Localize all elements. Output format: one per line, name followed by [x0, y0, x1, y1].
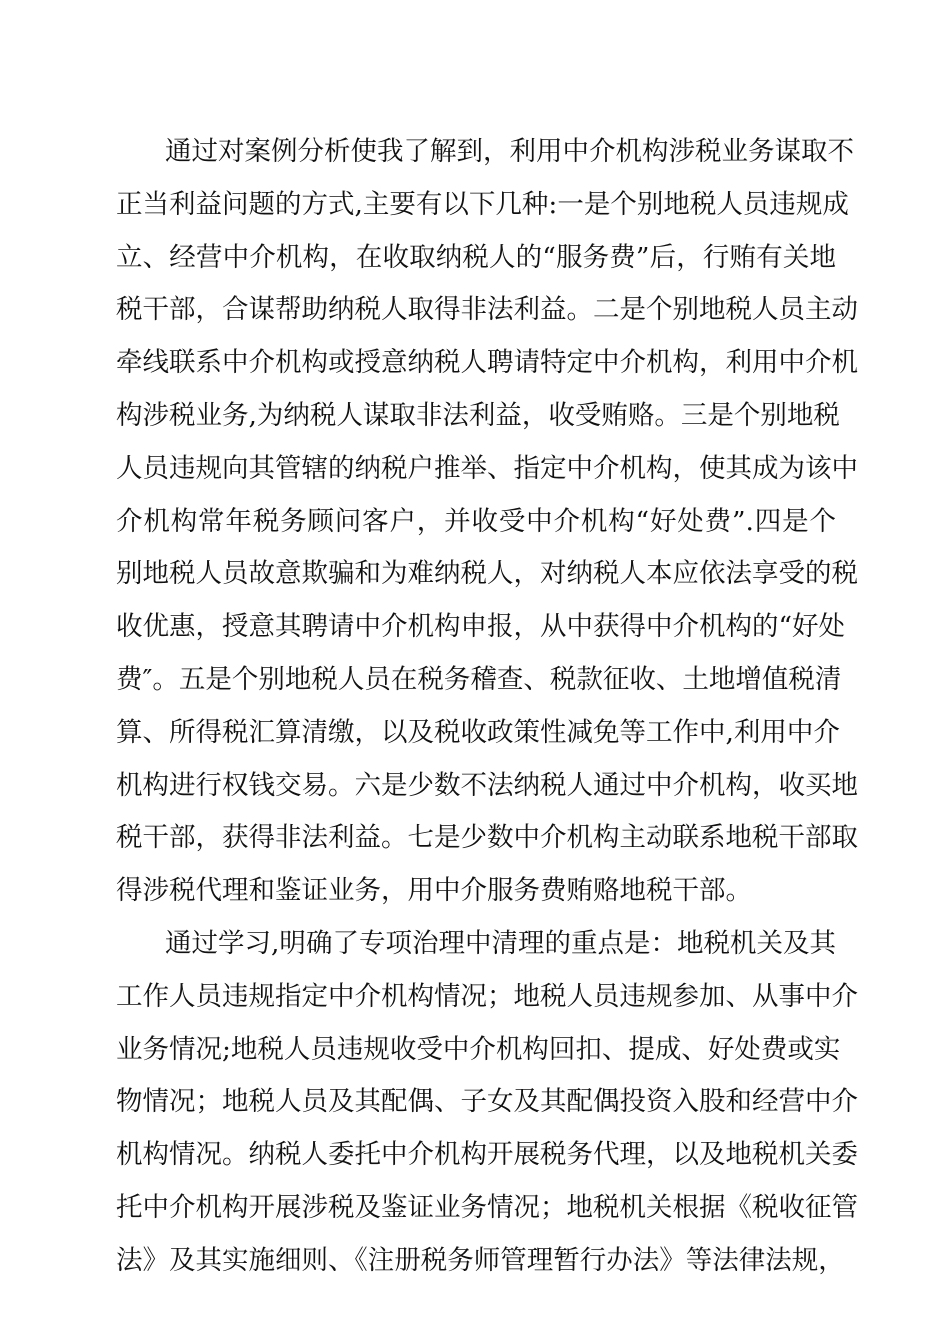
paragraph-line: 得涉税代理和鉴证业务，用中介服务费贿赂地税干部。 — [116, 875, 752, 907]
paragraph-line: 机构进行权钱交易。六是少数不法纳税人通过中介机构，收买地 — [116, 769, 858, 801]
paragraph-line: 通过对案例分析使我了解到，利用中介机构涉税业务谋取不 — [165, 136, 854, 167]
paragraph-line: 通过学习,明确了专项治理中清理的重点是：地税机关及其 — [165, 927, 836, 959]
paragraph-line: 费″。五是个别地税人员在税务稽查、税款征收、土地增值税清 — [116, 663, 842, 695]
paragraph-line: 人员违规向其管辖的纳税户推举、指定中介机构，使其成为该中 — [116, 452, 858, 484]
paragraph-line: 法》及其实施细则、《注册税务师管理暂行办法》等法律法规， — [116, 1244, 845, 1276]
paragraph-line: 构涉税业务,为纳税人谋取非法利益，收受贿赂。三是个别地税 — [116, 399, 840, 431]
paragraph-line: 介机构常年税务顾问客户，并收受中介机构“好处费”.四是个 — [116, 505, 836, 537]
paragraph-line: 税干部，合谋帮助纳税人取得非法利益。二是个别地税人员主动 — [116, 294, 858, 326]
paragraph-line: 业务情况;地税人员违规收受中介机构回扣、提成、好处费或实 — [116, 1033, 841, 1065]
paragraph-line: 正当利益问题的方式,主要有以下几种:一是个别地税人员违规成 — [116, 188, 849, 220]
paragraph-line: 托中介机构开展涉税及鉴证业务情况；地税机关根据《税收征管 — [116, 1191, 858, 1223]
paragraph-line: 税干部，获得非法利益。七是少数中介机构主动联系地税干部取 — [116, 822, 858, 854]
paragraph-2 — [116, 918, 858, 1288]
paragraph-1 — [116, 126, 858, 918]
paragraph-line: 别地税人员故意欺骗和为难纳税人，对纳税人本应依法享受的税 — [116, 558, 858, 590]
document-body — [116, 126, 858, 1288]
paragraph-line: 工作人员违规指定中介机构情况；地税人员违规参加、从事中介 — [116, 980, 858, 1012]
paragraph-line: 收优惠，授意其聘请中介机构申报，从中获得中介机构的“好处 — [116, 611, 846, 643]
paragraph-line: 物情况；地税人员及其配偶、子女及其配偶投资入股和经营中介 — [116, 1086, 858, 1118]
paragraph-line: 算、所得税汇算清缴，以及税收政策性减免等工作中,利用中介 — [116, 716, 840, 748]
paragraph-line: 牵线联系中介机构或授意纳税人聘请特定中介机构，利用中介机 — [116, 347, 858, 379]
paragraph-line: 立、经营中介机构，在收取纳税人的“服务费”后，行贿有关地 — [116, 241, 836, 273]
paragraph-line: 机构情况。纳税人委托中介机构开展税务代理，以及地税机关委 — [116, 1139, 858, 1171]
